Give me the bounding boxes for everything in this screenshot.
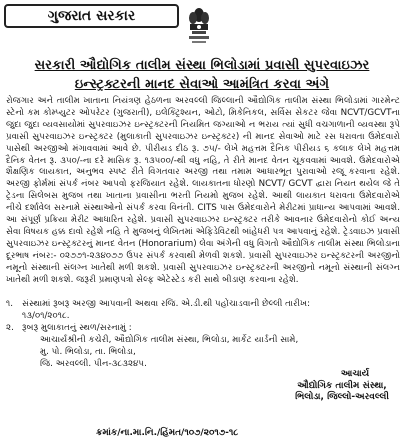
- signature-block: [284, 369, 400, 404]
- notice-title-line1: સરકારી ઔદ્યોગિક તાલીમ સંસ્થા ભિલોડામાં પ્રવાસી સુપરવાઇઝર: [34, 58, 370, 73]
- note-deadline-date: ૧૩/૦૧/૨૦૧૮.: [22, 310, 70, 321]
- note-item-1: [6, 299, 396, 323]
- ashoka-emblem-icon: [186, 6, 212, 48]
- notes-section: [6, 299, 396, 370]
- note-item-2: [6, 323, 396, 335]
- address-line-1: આચાર્યશ્રીની કચેરી, ઔદ્યોગિક તાલીમ સંસ્થા, ભિલોડા, માર્કેટ યાર્ડની સામે,: [40, 334, 299, 345]
- reference-number: ક્રમાંક/ના.મા.નિ./હિંમત/૧૦૭/૨૦૧૭-૧૮: [96, 428, 239, 438]
- government-title: ગુજરાત સરકાર: [47, 8, 136, 24]
- notice-title-line2: ઇન્સ્ટ્રક્ટરની માનદ સેવાઓ આમંત્રિત કરવા અંગે: [74, 77, 330, 92]
- address-line-3: જિ. અરવલ્લી. પીન-૩૮૩૨૪૫.: [40, 358, 147, 369]
- notice-title: [6, 56, 398, 94]
- note-deadline-text: સંસ્થામાં રૂબરૂ અરજી આપવાની અથવા રજિ. એ.ડી.થી પહોંચાડવાની છેલ્લી તારીખ:: [22, 299, 311, 309]
- note-number: ૧.: [6, 299, 14, 309]
- note-number: ૨.: [6, 322, 14, 333]
- notice-body: રોજગાર અને તાલીમ ખાતાના નિયંત્રણ હેઠળના અરવલ્લી જિલ્લાની ઔદ્યોગિક તાલીમ સંસ્થા ભિલોડામાં ગારમેન્ટ સ્ટેનો કમ કોમ્પ્યુટર ઓપરેટર (ગુજરાતી), ઇલેક્ટ્રિશ્યન, ઓટો, મિકેનિકલ, સર્વિસ સેકટર જેવા NCVT/GCVTના જુદા જુદા વ્યવસાયોમાં સુપરવાઇઝર ઇન્સ્ટ્રક્ટરની નિયમિત જગ્યાઓ ન ભરાય ત્યાં સુધી વચગાળાની વ્યવસ્થા રૂપે પ્રવાસી સુપરવાઇઝર ઇન્સ્ટ્રક્ટર (મુલાકાતી સુપરવાઇઝર ઇન્સ્ટ્રક્ટર) ની માનદ સેવાઓ માટે રસ ધરાવતા ઉમેદવારો પાસેથી અરજીઓ મંગાવવામાં આવે છે. પીરીયડ દીઠ રૂ. ૭૫/- લેખે મહત્તમ દૈનિક પીરીયડ ૬ કલાક લેખે મહત્તમ દૈનિક વેતન રૂ. ૩૫૦/-ના દરે માસિક રૂ. ૧૩૫૦૦/-થી વધુ નહિ, તે રીતે માનદ વેતન ચૂકવવામાં આવશે. ઉમેદવારોએ શૈક્ષણિક લાયકાત, અનુભવ સ્પષ્ટ રીતે વિગતવાર અરજી તથા તમામ આધારભૂત પુરાવાઓ રજૂ કરવાના રહેશે. અરજી ફોર્મમાં સંપર્ક નંબર આપવો ફરજિયાત રહેશે. લાયકાતના ધોરણો NCVT/ GCVT દ્વારા નિયત થયેલ જે તે ટ્રેડના સિલેબસ મુજબ તથા ખાતાના પ્રવાસીના ભરતી નિયમો મુજબ રહેશે. આથી લાયકાત ધરાવતા ઉમેદવારોએ નીચે દર્શાવેલ સરનામે સંસ્થાઓનો સંપર્ક કરવા વિનંતી. CITS પાસ ઉમેદવારોને મેરીટમાં પ્રાધાન્ય આપવામાં આવશે. આ સંપૂર્ણ પ્રક્રિયા મેરીટ આધારિત રહેશે. પ્રવાસી સુપરવાઇઝર ઇન્સ્ટ્રક્ટર તરીકે આવનાર ઉમેદવારોનો કોઈ અન્ય સેવા વિષયક હક્ક દાવો રહેશે નહિ તે મુજબનું લેખિતમાં એફિડેવિટથી બાંહેધરી પત્ર આપવાનું રહેશે. ટ્રેડવાઇઝ પ્રવાસી સુપરવાઇઝર ઇન્સ્ટ્રક્ટરનું માનદ વેતન (Honorarium) લેવા અંગેની વધુ વિગતો ઔદ્યોગિક તાલીમ સંસ્થા ભિલોડાના દૂરભાષ નંબર:- ૦૨૭૭૧-૨૩૪૦૭૭ ઉપર સંપર્ક કરવાથી મેળવી શકશે. પ્રવાસી સુપરવાઇઝર ઇન્સ્ટ્રક્ટરની અરજીનો નમૂનો સંસ્થાની સંલગ્ન ખાતેથી મળી શકશે. પ્રવાસી સુપરવાઇઝર ઇન્સ્ટ્રક્ટરની અરજીનો નમૂનો સંસ્થાની સંલગ્ન ખાતેથી મળી શકશે. જરૂરી પ્રમાણપત્રો સેલ્ફ એટેસ્ટેડ કરી સાથે બીડાણ કરવાના રહેશે.: [6, 96, 400, 285]
- signature-title: આચાર્ય: [340, 369, 370, 379]
- note-venue-text: રૂબરૂ મુલાકાતનું સ્થળ/સરનામું :: [22, 322, 132, 333]
- signature-line-1: ઔદ્યોગિક તાલીમ સંસ્થા,: [297, 380, 387, 391]
- government-header-box: [4, 4, 179, 28]
- signature-line-2: ભિલોડા, જિલ્લો-અરવલ્લી: [295, 392, 389, 402]
- address-line-2: મુ. પો. ભિલોડા, તા. ભિલોડા,: [40, 346, 136, 357]
